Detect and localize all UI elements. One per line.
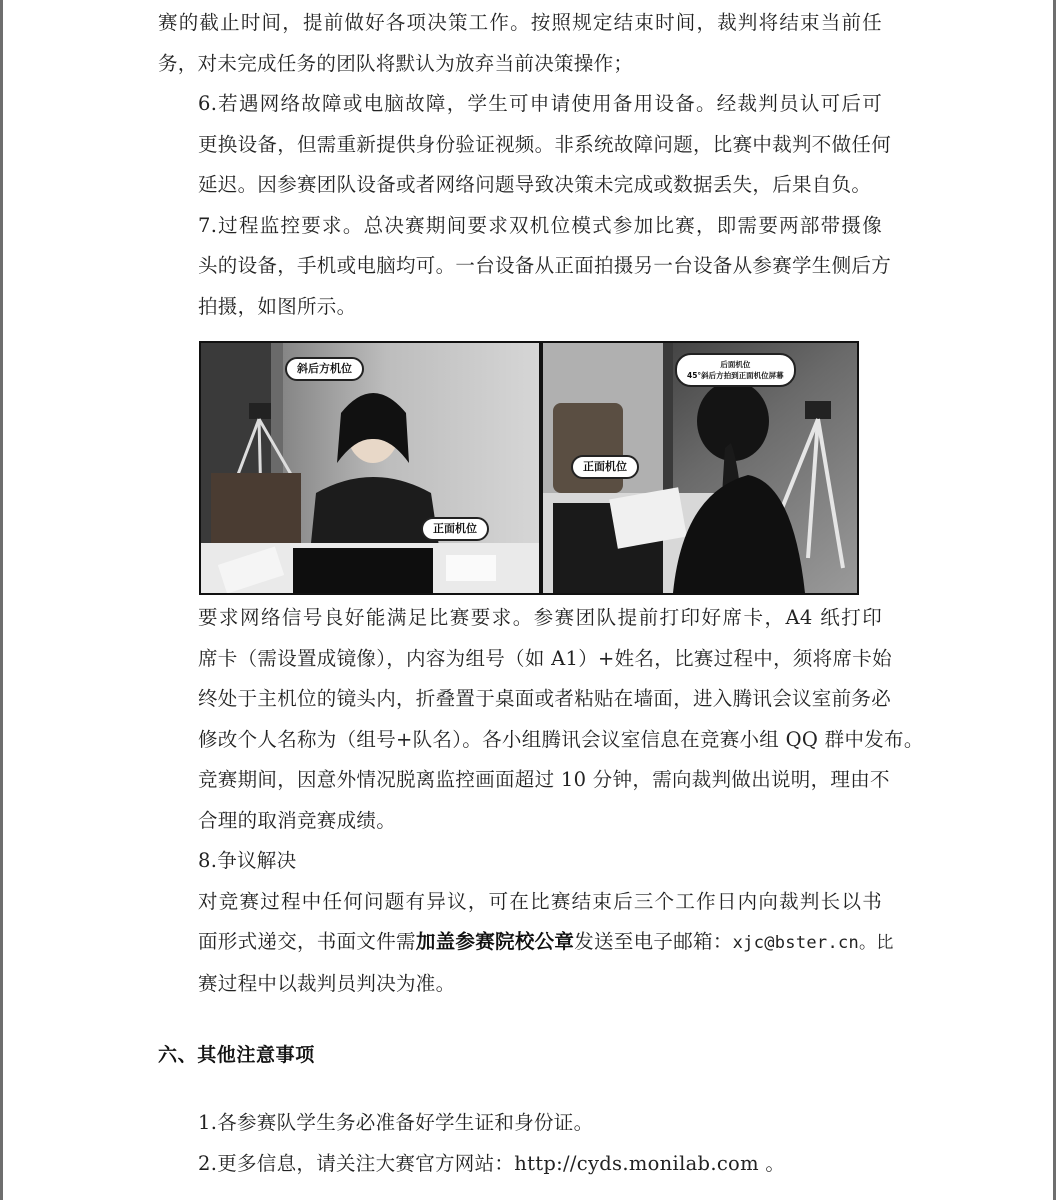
front-view-photo	[201, 343, 539, 593]
text-line	[158, 922, 894, 964]
callout-rear-camera-45	[675, 353, 796, 387]
text-run: 发送至电子邮箱：	[574, 930, 733, 953]
email-address: xjc@bster.cn。比	[732, 933, 894, 953]
heading-item-8	[158, 841, 882, 882]
highlight-seal-requirement: 加盖参赛院校公章	[415, 930, 575, 953]
paragraph-item-7	[158, 206, 892, 328]
text-line: 拍摄，如图所示。	[198, 294, 357, 318]
text-line: 赛的截止时间，提前做好各项决策工作。按照规定结束时间，裁判将结束当前任	[158, 11, 882, 34]
section-title: 六、其他注意事项	[158, 1044, 315, 1066]
text-line: 修改个人名称为（组号+队名）。各小组腾讯会议室信息在竞赛小组 QQ 群中发布。	[198, 727, 924, 751]
text-line: 2.更多信息，请关注大赛官方网站：http://cyds.monilab.com 。	[198, 1151, 786, 1175]
text-line: 6.若遇网络故障或电脑故障，学生可申请使用备用设备。经裁判员认可后可	[198, 92, 882, 115]
text-line: 延迟。因参赛团队设备或者网络问题导致决策未完成或数据丢失，后果自负。	[198, 173, 872, 196]
front-view-illustration	[201, 343, 539, 593]
text-line: 更换设备，但需重新提供身份验证视频。非系统故障问题，比赛中裁判不做任何	[198, 132, 892, 156]
body-text-middle	[158, 598, 924, 1004]
text-line	[158, 964, 882, 1005]
text-line: 务，对未完成任务的团队将默认为放弃当前决策操作；	[158, 51, 634, 75]
paragraph-network-requirements	[158, 598, 924, 841]
callout-line-1: 后面机位	[720, 360, 751, 369]
note-item	[158, 1144, 882, 1185]
camera-setup-figure	[199, 341, 859, 595]
callout-front-camera-right: 正面机位	[571, 455, 639, 479]
text-line: 终处于主机位的镜头内，折叠置于桌面或者粘贴在墙面，进入腾讯会议室前务必	[198, 687, 892, 710]
text-line: 席卡（需设置成镜像），内容为组号（如 A1）+姓名，比赛过程中，须将席卡始	[198, 646, 892, 670]
body-text-top	[158, 3, 892, 595]
rear-view-photo	[543, 343, 857, 593]
page-edge-left	[0, 0, 3, 1200]
paragraph-dispute-resolution	[158, 882, 894, 1005]
note-item	[158, 1103, 882, 1144]
paragraph-item-6	[158, 84, 892, 206]
text-run: 赛过程中以裁判员判决为准。	[198, 971, 456, 995]
callout-line-2: 45°斜后方拍到正面机位屏幕	[687, 371, 784, 380]
notes-list	[158, 1103, 882, 1184]
text-line	[158, 882, 882, 923]
text-run: 对竞赛过程中任何问题有异议，可在比赛结束后三个工作日内向裁判长以书	[198, 889, 882, 913]
text-line: 合理的取消竞赛成绩。	[198, 808, 397, 832]
text-run: 面形式递交，书面文件需	[198, 930, 416, 953]
paragraph-deadline	[158, 3, 882, 84]
callout-front-camera: 正面机位	[421, 517, 489, 541]
text-line: 要求网络信号良好能满足比赛要求。参赛团队提前打印好席卡，A4 纸打印	[198, 606, 882, 629]
callout-rear-camera: 斜后方机位	[285, 357, 364, 381]
text-line: 1.各参赛队学生务必准备好学生证和身份证。	[198, 1111, 594, 1134]
text-line: 头的设备，手机或电脑均可。一台设备从正面拍摄另一台设备从参赛学生侧后方	[198, 254, 892, 277]
text-line: 8.争议解决	[198, 849, 297, 872]
text-line: 竞赛期间，因意外情况脱离监控画面超过 10 分钟，需向裁判做出说明，理由不	[198, 768, 890, 791]
text-line: 7.过程监控要求。总决赛期间要求双机位模式参加比赛，即需要两部带摄像	[198, 213, 882, 237]
